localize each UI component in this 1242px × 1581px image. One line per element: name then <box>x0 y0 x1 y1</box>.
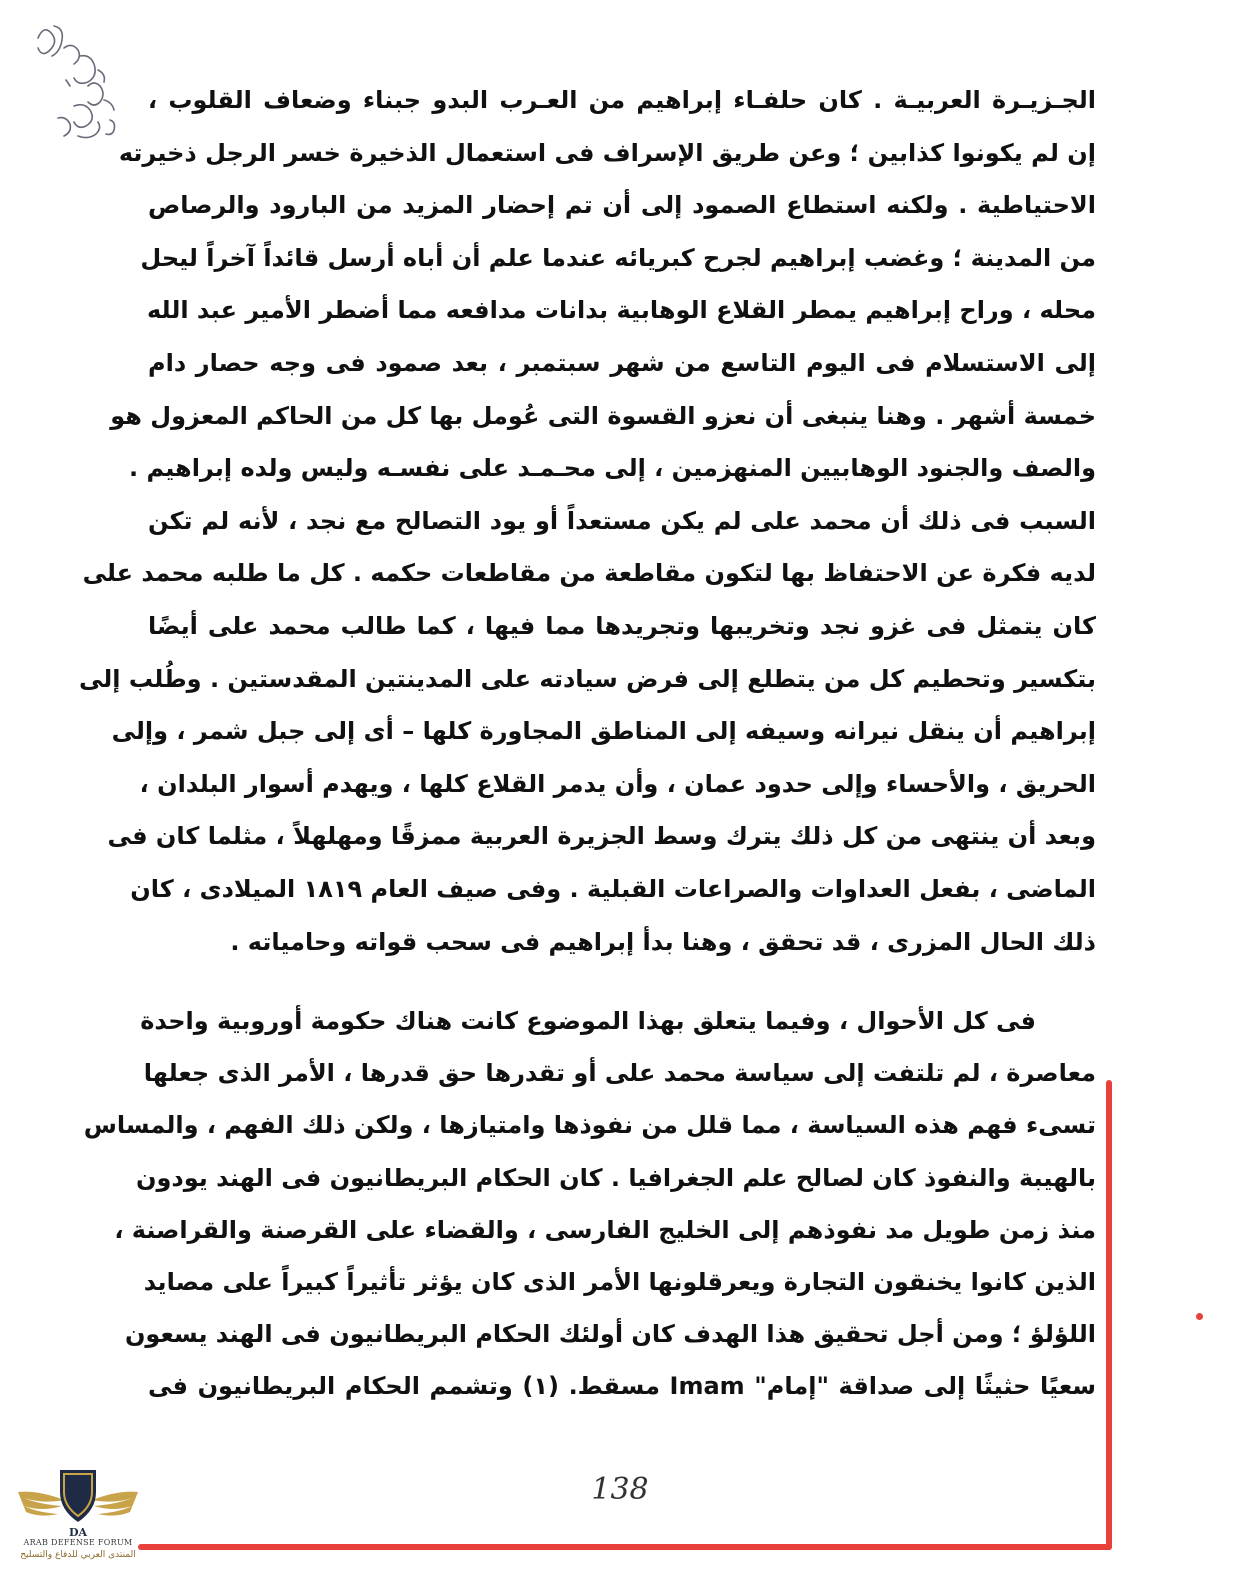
text-line: سعيًا حثيثًا إلى صداقة "إمام" Imam مسقط. (١) وتشمم الحكام البريطانيون فى <box>148 1372 1097 1401</box>
text-line: من المدينة ؛ وغضب إبراهيم لجرح كبريائه عندما علم أن أباه أرسل قائداً آخراً ليحل <box>140 243 1096 272</box>
page-number: 138 <box>591 1472 649 1507</box>
text-line: إلى الاستسلام فى اليوم التاسع من شهر سبتمبر ، بعد صمود فى وجه حصار دام <box>148 348 1096 377</box>
text-line: ذلك الحال المزرى ، قد تحقق ، وهنا بدأ إبراهيم فى سحب قواته وحامياته . <box>230 927 1096 956</box>
text-line: الجـزيـرة العربيـة . كان حلفـاء إبراهيم من العـرب البدو جبناء وضعاف القلوب ، <box>148 86 1096 114</box>
forum-logo <box>8 1462 148 1574</box>
logo-monogram: DA <box>68 1526 88 1539</box>
text-line: خمسة أشهر . وهنا ينبغى أن نعزو القسوة التى عُومل بها كل من الحاكم المعزول هو <box>110 401 1096 430</box>
text-line: إبراهيم أن ينقل نيرانه وسيفه إلى المناطق المجاورة كلها – أى إلى جبل شمر ، وإلى <box>111 717 1096 746</box>
text-line: معاصرة ، لم تلتفت إلى سياسة محمد على أو تقدرها حق قدرها ، الأمر الذى جعلها <box>143 1059 1096 1088</box>
paragraph-1 <box>79 74 1096 968</box>
text-line: فى كل الأحوال ، وفيما يتعلق بهذا الموضوع كانت هناك حكومة أوروبية واحدة <box>140 1007 1036 1035</box>
text-line: كان يتمثل فى غزو نجد وتخريبها وتجريدها مما فيها ، كما طالب محمد على أيضًا <box>148 611 1096 640</box>
text-line: والصف والجنود الوهابيين المنهزمين ، إلى محـمـد على نفسـه وليس ولده إبراهيم . <box>128 454 1096 483</box>
text-line: بالهيبة والنفوذ كان لصالح علم الجغرافيا . كان الحكام البريطانيون فى الهند يودون <box>136 1163 1096 1192</box>
text-line: منذ زمن طويل مد نفوذهم إلى الخليج الفارسى ، والقضاء على القرصنة والقراصنة ، <box>114 1215 1096 1244</box>
logo-emblem-icon <box>8 1462 148 1540</box>
logo-name-english: ARAB DEFENSE FORUM <box>23 1538 133 1547</box>
text-line: تسىء فهم هذه السياسة ، مما قلل من نفوذها وامتيازها ، ولكن ذلك الفهم ، والمساس <box>83 1111 1096 1140</box>
text-line: لديه فكرة عن الاحتفاظ بها لتكون مقاطعة من مقاطعات حكمه . كل ما طلبه محمد على <box>82 559 1096 588</box>
text-line: الحريق ، والأحساء وإلى حدود عمان ، وأن يدمر القلاع كلها ، ويهدم أسوار البلدان ، <box>139 769 1096 798</box>
text-line: بتكسير وتحطيم كل من يتطلع إلى فرض سيادته على المدينتين المقدستين . وطُلب إلى <box>79 664 1096 693</box>
text-line: محله ، وراح إبراهيم يمطر القلاع الوهابية بدانات مدافعه مما أضطر الأمير عبد الله <box>146 296 1096 325</box>
text-line: الماضى ، بفعل العداوات والصراعات القبلية . وفى صيف العام ١٨١٩ الميلادى ، كان <box>130 874 1096 903</box>
text-line: الاحتياطية . ولكنه استطاع الصمود إلى أن تم إحضار المزيد من البارود والرصاص <box>148 191 1096 220</box>
text-line: إن لم يكونوا كذابين ؛ وعن طريق الإسراف فى استعمال الذخيرة خسر الرجل ذخيرته <box>118 138 1096 167</box>
paragraph-2 <box>83 995 1097 1413</box>
red-highlight-horizontal-line <box>138 1544 1112 1550</box>
logo-name-arabic: المنتدى العربي للدفاع والتسليح <box>20 1550 136 1560</box>
text-line: الذين كانوا يخنقون التجارة ويعرقلونها الأمر الذى كان يؤثر تأثيراً كبيراً على مصايد <box>143 1267 1096 1296</box>
text-line: اللؤلؤ ؛ ومن أجل تحقيق هذا الهدف كان أولئك الحكام البريطانيون فى الهند يسعون <box>124 1320 1096 1349</box>
red-highlight-vertical-line <box>1106 1080 1112 1550</box>
text-line: السبب فى ذلك أن محمد على لم يكن مستعداً أو يود التصالح مع نجد ، لأنه لم تكن <box>148 506 1096 535</box>
text-line: وبعد أن ينتهى من كل ذلك يترك وسط الجزيرة العربية ممزقًا ومهلهلاً ، مثلما كان فى <box>107 822 1096 851</box>
red-dot <box>1196 1313 1203 1320</box>
